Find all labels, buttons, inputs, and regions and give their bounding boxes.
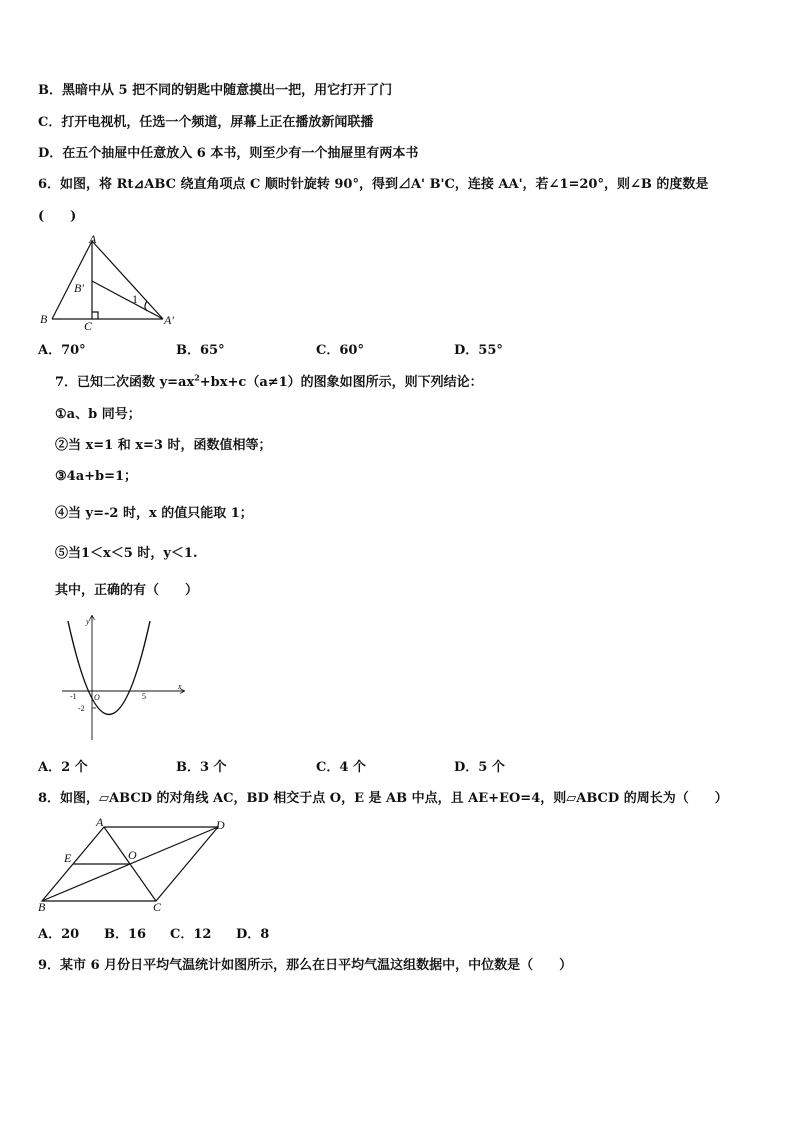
q7-option-b: B．3 个 — [176, 760, 227, 775]
q6-segment-ab — [52, 241, 92, 319]
q8-label-b: B — [38, 900, 46, 914]
q7-statement-2: ②当 x=1 和 x=3 时，函数值相等； — [55, 438, 272, 453]
q9-stem: 9．某市 6 月份日平均气温统计如图所示，那么在日平均气温这组数据中，中位数是（ ） — [38, 958, 573, 973]
q7-parabola-graph — [60, 612, 190, 744]
q7-y-label: y — [86, 617, 90, 626]
q6-option-d: D．55° — [454, 343, 503, 358]
q7-tick-label-neg-one: -1 — [70, 692, 77, 701]
q5-option-b: B．黑暗中从 5 把不同的钥匙中随意摸出一把，用它打开了门 — [38, 83, 393, 98]
q8-label-c: C — [153, 900, 162, 914]
q6-triangle-figure — [36, 232, 186, 332]
q6-label-b: B — [40, 312, 48, 326]
q6-stem: 6．如图，将 Rt⊿ABC 绕直角项点 C 顺时针旋转 90°，得到⊿A' B'C，连接 AA'，若∠1=20°，则∠B 的度数是 — [38, 177, 709, 192]
q6-label-c: C — [84, 319, 93, 332]
q6-segment-b-prime-a-prime — [92, 281, 163, 319]
q7-parabola-curve — [68, 621, 150, 715]
q8-label-e: E — [64, 851, 72, 865]
q8-label-o: O — [128, 848, 137, 862]
q5-option-d: D．在五个抽屉中任意放入 6 本书，则至少有一个抽屉里有两本书 — [38, 146, 419, 161]
q7-tick-label-five: 5 — [142, 692, 146, 701]
q7-option-a: A．2 个 — [38, 760, 88, 775]
q8-option-c: C．12 — [170, 927, 212, 942]
q7-tick-label-neg-two: -2 — [78, 704, 85, 713]
q8-option-d: D．8 — [236, 927, 270, 942]
q8-options — [38, 926, 269, 944]
q7-x-label: x — [178, 682, 182, 691]
q7-origin-label: O — [94, 693, 100, 702]
q7-options — [38, 759, 505, 777]
q7-option-c: C．4 个 — [316, 760, 366, 775]
q5-option-c: C．打开电视机，任选一个频道，屏幕上正在播放新闻联播 — [38, 115, 374, 130]
q8-stem: 8．如图，▱ABCD 的对角线 AC，BD 相交于点 O，E 是 AB 中点，且 AE+EO=4，则▱ABCD 的周长为（ ） — [38, 791, 728, 806]
q7-statement-4: ④当 y=-2 时，x 的值只能取 1； — [55, 506, 253, 521]
q6-angle-arc — [145, 301, 147, 311]
q7-statement-1: ①a、b 同号； — [55, 407, 141, 422]
q6-right-angle-mark — [92, 312, 98, 319]
q7-statement-5: ⑤当1＜x＜5 时，y＜1. — [55, 546, 198, 561]
q7-statement-3: ③4a+b=1； — [55, 469, 138, 484]
q8-option-a: A．20 — [38, 927, 80, 942]
q7-stem — [55, 374, 483, 392]
q6-figure-lines — [52, 241, 163, 319]
q7-stem-start: 7．已知二次函数 y=ax — [55, 375, 195, 390]
q6-label-angle-1: 1 — [132, 292, 138, 306]
q6-label-b-prime: B′ — [74, 281, 84, 295]
q8-label-d: D — [216, 818, 225, 832]
q6-segment-aa-prime — [92, 241, 163, 319]
q6-answer-paren: ( ) — [38, 209, 77, 224]
q6-options — [38, 342, 503, 360]
q7-stem-end: +bx+c（a≠1）的图象如图所示，则下列结论： — [199, 375, 483, 390]
q7-question: 其中，正确的有（ ） — [55, 583, 199, 598]
q6-option-c: C．60° — [316, 343, 364, 358]
q6-option-a: A．70° — [38, 343, 86, 358]
q8-parallelogram-figure — [36, 815, 231, 915]
q7-option-d: D．5 个 — [454, 760, 505, 775]
q8-option-b: B．16 — [104, 927, 147, 942]
q6-label-a-prime: A′ — [164, 313, 174, 327]
q7-stem-exponent: 2 — [194, 372, 200, 383]
q6-label-a: A — [89, 232, 97, 246]
q6-option-b: B．65° — [176, 343, 225, 358]
q8-label-a: A — [96, 815, 104, 829]
